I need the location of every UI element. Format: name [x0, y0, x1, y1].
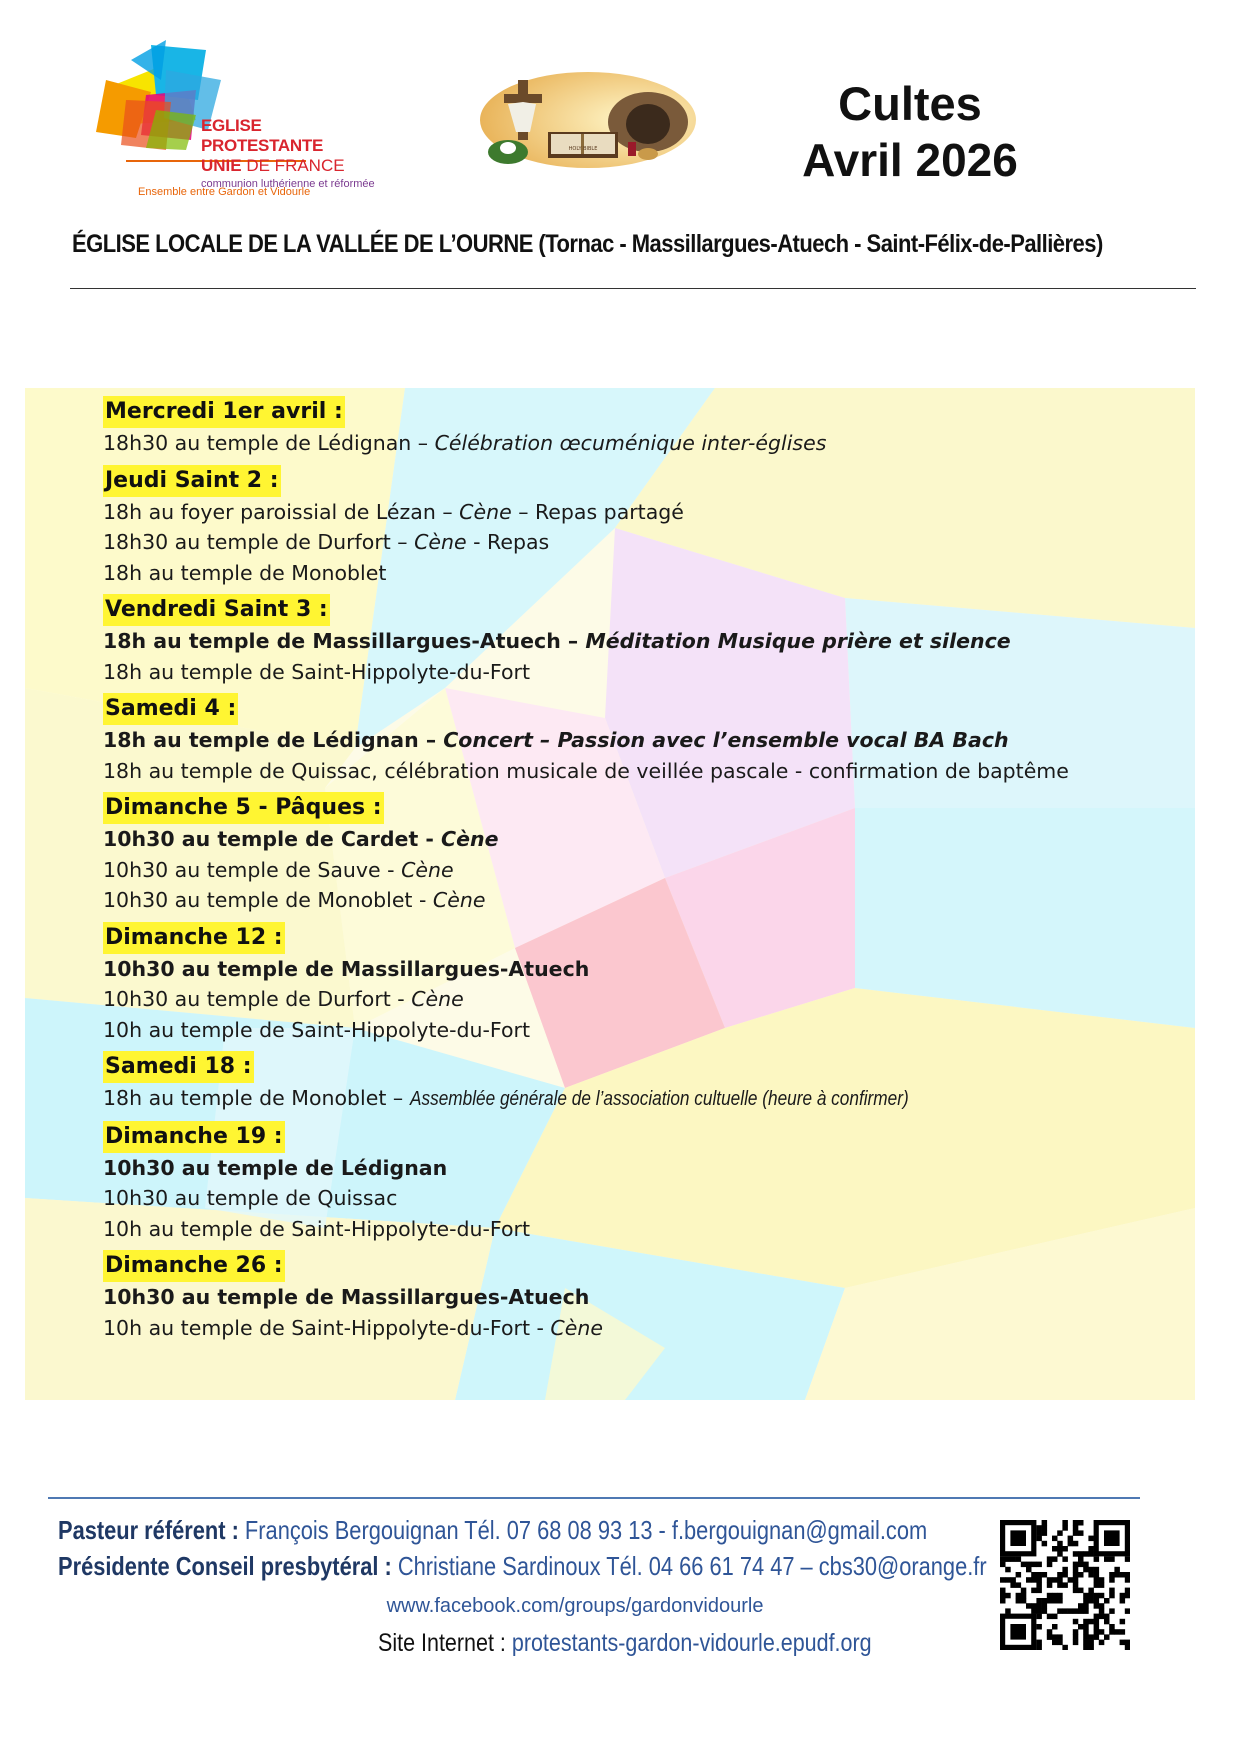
- service-text: 18h au temple de Monoblet: [103, 560, 387, 585]
- day-heading: Vendredi Saint 3 :: [103, 594, 330, 626]
- service-line: [103, 855, 1183, 886]
- logo-line1: EGLISE PROTESTANTE: [201, 116, 324, 155]
- footer-divider: [48, 1497, 1140, 1499]
- day-heading: Dimanche 19 :: [103, 1121, 285, 1153]
- day-block: [103, 1051, 1183, 1115]
- service-text: 10h au temple de Saint-Hippolyte-du-Fort -: [103, 1315, 551, 1340]
- service-text: 18h au foyer paroissial de Lézan –: [103, 499, 460, 524]
- service-text: 10h30 au temple de Cardet -: [103, 827, 442, 851]
- day-heading: Dimanche 26 :: [103, 1250, 285, 1282]
- day-block: [103, 465, 1183, 589]
- svg-text:HOLY BIBLE: HOLY BIBLE: [568, 146, 598, 152]
- day-block: [103, 1250, 1183, 1343]
- service-line: [103, 1153, 1183, 1184]
- service-line: [103, 527, 1183, 558]
- service-note: Assemblée générale de l’association cultuelle (heure à confirmer): [409, 1087, 909, 1110]
- page-subtitle: ÉGLISE LOCALE DE LA VALLÉE DE L’OURNE (Tornac - Massillargues-Atuech - Saint-Félix-de-Pallières): [72, 230, 1103, 258]
- page-title: Cultes: [838, 77, 982, 130]
- presidente-label: Présidente Conseil presbytéral :: [58, 1551, 392, 1581]
- service-line: [103, 1214, 1183, 1245]
- service-note: Cène: [401, 857, 454, 882]
- header-divider: [70, 288, 1196, 289]
- service-line: [103, 626, 1183, 657]
- service-line: [103, 1183, 1183, 1214]
- day-block: [103, 693, 1183, 786]
- website-label: Site Internet :: [378, 1629, 506, 1657]
- service-line: [103, 1083, 1183, 1115]
- service-line: [103, 497, 1183, 528]
- service-text: 10h30 au temple de Lédignan: [103, 1155, 448, 1180]
- service-note: Célébration œcuménique inter-églises: [434, 431, 827, 455]
- service-line: [103, 657, 1183, 688]
- pasteur-value[interactable]: François Bergouignan Tél. 07 68 08 93 13 - f.bergouignan@gmail.com: [238, 1515, 928, 1545]
- easter-bible-image: [478, 62, 698, 172]
- day-heading: Jeudi Saint 2 :: [103, 465, 281, 497]
- logo-text: [201, 116, 376, 190]
- service-text: 10h au temple de Saint-Hippolyte-du-Fort: [103, 1216, 530, 1241]
- service-text: 18h au temple de Saint-Hippolyte-du-Fort: [103, 659, 530, 684]
- service-note: Cène: [459, 499, 512, 524]
- service-line: [103, 756, 1183, 787]
- day-heading: Samedi 18 :: [103, 1051, 254, 1083]
- website-link[interactable]: protestants-gardon-vidourle.epudf.org: [505, 1629, 872, 1657]
- service-line: [103, 725, 1183, 756]
- service-text: 10h30 au temple de Massillargues-Atuech: [103, 1285, 590, 1309]
- service-extra: – Repas partagé: [511, 499, 684, 524]
- service-line: [103, 1313, 1183, 1344]
- day-block: [103, 922, 1183, 1046]
- service-text: 18h au temple de Massillargues-Atuech –: [103, 629, 586, 653]
- presidente-value[interactable]: Christiane Sardinoux Tél. 04 66 61 74 47 – cbs30@orange.fr: [391, 1551, 987, 1581]
- service-note: Cène: [441, 827, 499, 851]
- service-extra: - Repas: [466, 530, 550, 554]
- day-block: [103, 792, 1183, 916]
- title-block: [760, 76, 1060, 188]
- service-text: 10h au temple de Saint-Hippolyte-du-Fort: [103, 1017, 530, 1042]
- service-note: Cène: [411, 987, 464, 1011]
- day-block: [103, 1121, 1183, 1245]
- day-heading: Dimanche 12 :: [103, 922, 285, 954]
- service-text: 10h30 au temple de Monoblet -: [103, 888, 433, 912]
- website: [378, 1629, 872, 1658]
- presidente-contact: [58, 1548, 987, 1584]
- day-block: [103, 594, 1183, 687]
- logo-line3: communion luthérienne et réformée: [201, 178, 375, 190]
- service-line: [103, 558, 1183, 589]
- service-note: Méditation Musique prière et silence: [585, 629, 1011, 653]
- day-heading: Samedi 4 :: [103, 693, 238, 725]
- schedule-list: [103, 396, 1183, 1349]
- day-block: [103, 396, 1183, 459]
- day-heading: Dimanche 5 - Pâques :: [103, 792, 384, 824]
- service-text: 18h au temple de Lédignan –: [103, 728, 444, 752]
- service-text: 18h au temple de Quissac, célébration musicale de veillée pascale - confirmation de baptême: [103, 758, 1069, 783]
- logo-tagline: Ensemble entre Gardon et Vidourle: [138, 186, 311, 198]
- service-line: [103, 1282, 1183, 1313]
- facebook-link[interactable]: www.facebook.com/groups/gardonvidourle: [386, 1595, 764, 1617]
- service-text: 10h30 au temple de Quissac: [103, 1186, 398, 1210]
- service-line: [103, 1015, 1183, 1046]
- service-text: 18h au temple de Monoblet –: [103, 1086, 410, 1110]
- service-note: Cène: [414, 530, 467, 554]
- service-line: [103, 984, 1183, 1015]
- service-note: Cène: [432, 888, 486, 912]
- service-line: [103, 885, 1183, 916]
- service-text: 10h30 au temple de Sauve -: [103, 857, 402, 882]
- service-text: 10h30 au temple de Massillargues-Atuech: [103, 956, 590, 981]
- pasteur-label: Pasteur référent :: [58, 1515, 239, 1545]
- page-date: Avril 2026: [802, 134, 1018, 186]
- epudf-logo: [96, 40, 376, 210]
- service-line: [103, 954, 1183, 985]
- logo-line2: UNIE DE FRANCE: [201, 156, 345, 175]
- day-heading: Mercredi 1er avril :: [103, 396, 345, 428]
- qr-code-icon: [1000, 1520, 1130, 1650]
- service-note: Concert – Passion avec l’ensemble vocal BA Bach: [443, 728, 1009, 752]
- pasteur-contact: [58, 1512, 987, 1548]
- service-line: [103, 428, 1183, 459]
- service-line: [103, 824, 1183, 855]
- service-note: Cène: [550, 1315, 603, 1340]
- service-text: 18h30 au temple de Lédignan –: [103, 431, 435, 455]
- service-text: 10h30 au temple de Durfort -: [103, 987, 412, 1011]
- service-text: 18h30 au temple de Durfort –: [103, 530, 415, 554]
- contacts: [58, 1512, 987, 1584]
